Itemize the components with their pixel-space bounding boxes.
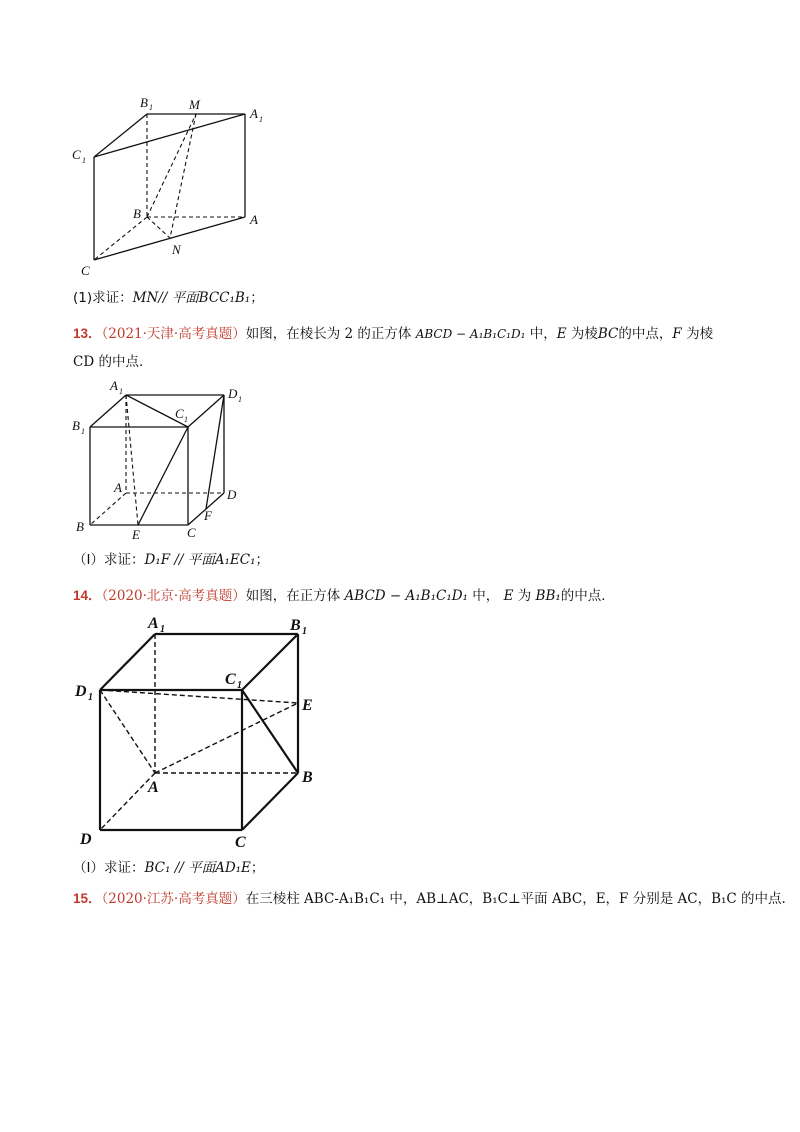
q12-part1-end: ； xyxy=(250,290,264,306)
label-C1: C xyxy=(72,147,81,162)
q13-source: （2021·天津·高考真题） xyxy=(101,326,246,342)
q14-part1-end: ； xyxy=(250,860,265,876)
label-A: A xyxy=(250,212,258,227)
label14-C: C xyxy=(235,834,246,850)
label-M: M xyxy=(189,97,200,112)
q13-text3: 为棱 xyxy=(570,326,598,342)
q15-text: 在三棱柱 ABC-A₁B₁C₁ 中，AB⊥AC，B₁C⊥平面 ABC，E，F 分别是 AC，B₁C 的中点. xyxy=(245,891,786,907)
q13-text1: 如图，在棱长为 2 的正方体 xyxy=(245,326,412,342)
q13-expr1: ABCD − A₁B₁C₁D₁ xyxy=(415,327,526,341)
cube-diagram-13 xyxy=(70,375,260,545)
label14-E: E xyxy=(302,697,313,714)
prism-figure xyxy=(70,90,280,285)
label13-B: B xyxy=(76,519,84,534)
label13-C1-sub: 1 xyxy=(184,415,188,424)
q15-number: 15． xyxy=(73,891,102,906)
label-B1: B xyxy=(140,95,148,110)
label14-C1: C xyxy=(225,671,236,688)
label13-D1-sub: 1 xyxy=(238,395,242,404)
q15-source: （2020·江苏·高考真题） xyxy=(101,891,246,907)
cube-figure-13 xyxy=(70,375,260,545)
label13-A1: A xyxy=(110,378,118,393)
q13-e-var: E xyxy=(556,326,567,342)
label14-B1: B xyxy=(290,617,301,634)
q14-source: （2020·北京·高考真题） xyxy=(101,588,246,604)
label14-B1-sub: 1 xyxy=(302,626,307,637)
q15-line1 xyxy=(73,889,786,909)
prism-diagram xyxy=(70,90,280,285)
label14-A1: A xyxy=(148,615,159,632)
q14-text2: 中， xyxy=(472,588,500,604)
label-A1-sub: 1 xyxy=(259,115,263,124)
q13-part1-end: ； xyxy=(255,552,270,568)
label13-A1-sub: 1 xyxy=(119,387,123,396)
label-B: B xyxy=(133,206,141,221)
q14-text3: 为 xyxy=(517,588,532,604)
q14-expr1: ABCD − A₁B₁C₁D₁ xyxy=(344,588,468,604)
q14-text4: 的中点． xyxy=(560,588,615,604)
label-A1: A xyxy=(250,106,258,121)
q14-e-var: E xyxy=(503,588,514,604)
q14-part1 xyxy=(73,858,264,878)
label13-E: E xyxy=(132,527,140,542)
q14-line1 xyxy=(73,586,615,606)
q13-number: 13． xyxy=(73,326,102,341)
q13-line1 xyxy=(73,324,713,344)
label13-B1-sub: 1 xyxy=(81,427,85,436)
label-C: C xyxy=(81,263,90,278)
q14-part1-prefix: （Ⅰ）求证： xyxy=(73,860,145,876)
label14-A: A xyxy=(148,779,159,796)
q14-text1: 如图，在正方体 xyxy=(245,588,341,604)
label14-D: D xyxy=(80,831,92,848)
label13-F: F xyxy=(204,508,212,523)
label13-C: C xyxy=(187,525,196,540)
label13-C1: C xyxy=(175,406,184,421)
q13-line2: CD 的中点． xyxy=(73,354,153,370)
q14-number: 14． xyxy=(73,588,102,603)
label13-B1: B xyxy=(72,418,80,433)
q13-bc: BC xyxy=(597,326,619,342)
cube-diagram-14 xyxy=(70,610,330,850)
q12-part1 xyxy=(73,288,264,308)
q13-f-var: F xyxy=(672,326,682,342)
label14-D1-sub: 1 xyxy=(88,692,93,703)
q12-part1-expr: MN// 平面BCC₁B₁ xyxy=(132,290,251,306)
label13-A: A xyxy=(114,480,122,495)
label-C1-sub: 1 xyxy=(82,156,86,165)
q13-part1 xyxy=(73,550,269,570)
label-B1-sub: 1 xyxy=(149,103,153,112)
label13-D: D xyxy=(227,487,237,502)
cube-figure-14 xyxy=(70,610,330,850)
label14-C1-sub: 1 xyxy=(237,680,242,691)
q13-part1-prefix: （I）求证： xyxy=(73,552,145,568)
q12-part1-prefix: (1)求证： xyxy=(73,290,133,306)
q13-text2: 中， xyxy=(529,326,557,342)
label14-A1-sub: 1 xyxy=(160,624,165,635)
q14-bb1: BB₁ xyxy=(535,588,561,604)
q13-text5: 为棱 xyxy=(686,326,714,342)
label14-D1: D xyxy=(75,683,87,700)
q13-part1-expr: D₁F // 平面A₁EC₁ xyxy=(144,552,256,568)
q13-text4: 的中点， xyxy=(618,326,673,342)
label13-D1: D xyxy=(228,386,238,401)
q14-part1-expr: BC₁ // 平面AD₁E xyxy=(144,860,251,876)
label-N: N xyxy=(172,242,181,257)
label14-B: B xyxy=(302,769,313,786)
